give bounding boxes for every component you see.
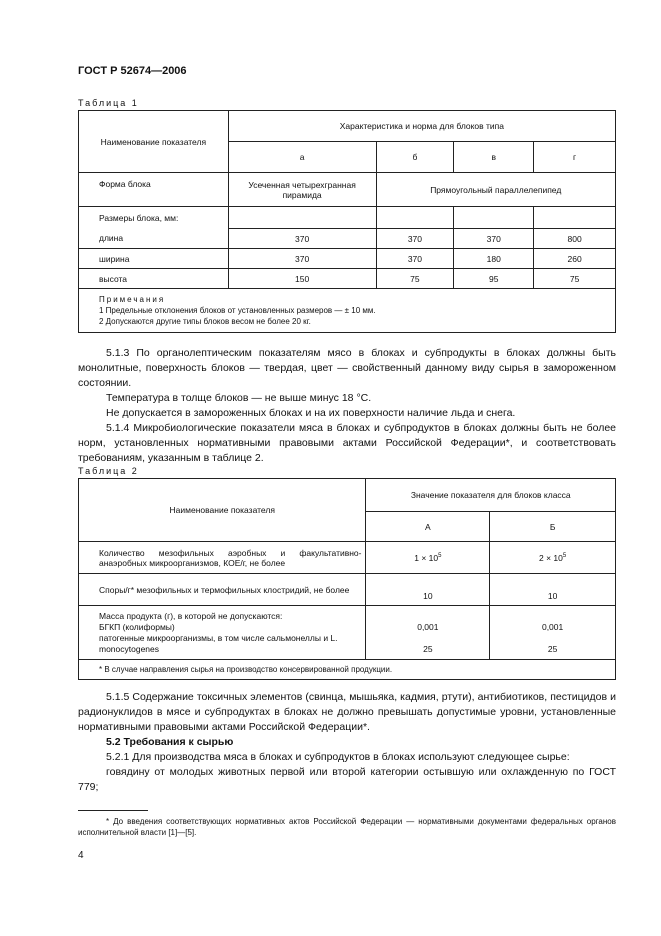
table1-cell: 180 xyxy=(454,249,534,269)
table1-cell: 150 xyxy=(228,269,376,289)
table2-caption: Таблица 2 xyxy=(78,466,139,476)
table2-row2-label: Споры/г* мезофильных и термофильных клостридий, не более xyxy=(79,574,366,606)
table2 xyxy=(78,478,616,680)
paragraph-temperature: Температура в толще блоков — не выше минус 18 °С. xyxy=(106,392,372,404)
table2-class-a: А xyxy=(366,512,490,542)
table2-row1-b: $2 \times 10^5$ xyxy=(490,542,616,574)
table1-notes-title: Примечания xyxy=(99,295,166,304)
body-text-block-1 xyxy=(78,346,616,466)
table1-form-label: Форма блока xyxy=(79,173,229,207)
table2-row1-label: Количество мезофильных аэробных и факультативно-анаэробных микроорганизмов, КОЕ/г, не более xyxy=(79,542,366,574)
section-heading-52: 5.2 Требования к сырью xyxy=(106,736,234,748)
table1-cell: 370 xyxy=(228,249,376,269)
table2-row3-a: 0,001 25 xyxy=(366,606,490,660)
table1-group-header: Характеристика и норма для блоков типа xyxy=(228,111,615,142)
paragraph-ice: Не допускается в замороженных блоках и на их поверхности наличие льда и снега. xyxy=(106,407,516,419)
table1-cell: 370 xyxy=(376,249,454,269)
body-text-block-2 xyxy=(78,690,616,795)
paragraph-beef: говядину от молодых животных первой или второй категории остывшую или охлажденную по ГОСТ 779; xyxy=(78,766,616,793)
table1-type-a: а xyxy=(228,142,376,173)
paragraph-521: 5.2.1 Для производства мяса в блоках и субпродуктов в блоках используют следующее сырье: xyxy=(106,751,570,763)
paragraph-514: 5.1.4 Микробиологические показатели мяса в блоках и субпродуктов в блоках должны быть не более норм, установленных нормативными правовыми актами Российской Федерации*, и соответствовать требованиям, указанным в таблице 2. xyxy=(78,422,616,464)
paragraph-513: 5.1.3 По органолептическим показателям мясо в блоках и субпродукты в блоках должны быть монолитные, поверхность блоков — твердая, цвет — свойственный данному виду сырья в замороженном состоянии. xyxy=(78,347,616,389)
paragraph-515: 5.1.5 Содержание токсичных элементов (свинца, мышьяка, кадмия, ртути), антибиотиков, пестицидов и радионуклидов в мясе и субпродуктах в блоках не должно превышать допустимые уровни, установленные нормативными правовыми актами Российской Федерации*. xyxy=(78,691,616,733)
table1-sizes-label: Размеры блока, мм: xyxy=(79,207,229,229)
table1-cell: 370 xyxy=(228,229,376,249)
document-header: ГОСТ Р 52674—2006 xyxy=(78,65,187,77)
page-number: 4 xyxy=(78,850,84,861)
table1-notes xyxy=(79,289,616,333)
table1-type-b: б xyxy=(376,142,454,173)
table1-note: 2 Допускаются другие типы блоков весом не более 20 кг. xyxy=(99,317,311,326)
table1-cell: 260 xyxy=(534,249,616,269)
table1-cell: 370 xyxy=(376,229,454,249)
table2-class-b: Б xyxy=(490,512,616,542)
table1-caption: Таблица 1 xyxy=(78,98,139,108)
table2-row3-label: Масса продукта (г), в которой не допускаются: БГКП (колиформы) патогенные микроорганизмы, в том числе сальмонеллы и L. monocytogenes xyxy=(79,606,366,660)
table1-row-label: длина xyxy=(79,229,229,249)
table2-footnote: * В случае направления сырья на производство консервированной продукции. xyxy=(79,660,616,680)
table1-type-v: в xyxy=(454,142,534,173)
table1-row-label: ширина xyxy=(79,249,229,269)
page-footnote: * До введения соответствующих нормативных актов Российской Федерации — нормативными документами федеральных органов исполнительной власти [1]—[5]. xyxy=(78,817,616,837)
table1-cell: 95 xyxy=(454,269,534,289)
table1-row-label: высота xyxy=(79,269,229,289)
table1-cell: 75 xyxy=(376,269,454,289)
table2-row1-a: $1 \times 10^5$ xyxy=(366,542,490,574)
table1-form-bvg: Прямоугольный параллелепипед xyxy=(376,173,616,207)
table2-row2-b: 10 xyxy=(490,574,616,606)
table2-group-header: Значение показателя для блоков класса xyxy=(366,479,616,512)
table1-form-a: Усеченная четырехгранная пирамида xyxy=(228,173,376,207)
table2-row3-b: 0,001 25 xyxy=(490,606,616,660)
table1-cell: 800 xyxy=(534,229,616,249)
table2-row2-a: 10 xyxy=(366,574,490,606)
table1-cell: 370 xyxy=(454,229,534,249)
table1 xyxy=(78,110,616,333)
table1-name-header: Наименование показателя xyxy=(79,111,229,173)
table1-type-g: г xyxy=(534,142,616,173)
table1-cell: 75 xyxy=(534,269,616,289)
table2-name-header: Наименование показателя xyxy=(79,479,366,542)
table1-note: 1 Предельные отклонения блоков от установленных размеров — ± 10 мм. xyxy=(99,306,376,315)
footnote-divider xyxy=(78,810,148,811)
